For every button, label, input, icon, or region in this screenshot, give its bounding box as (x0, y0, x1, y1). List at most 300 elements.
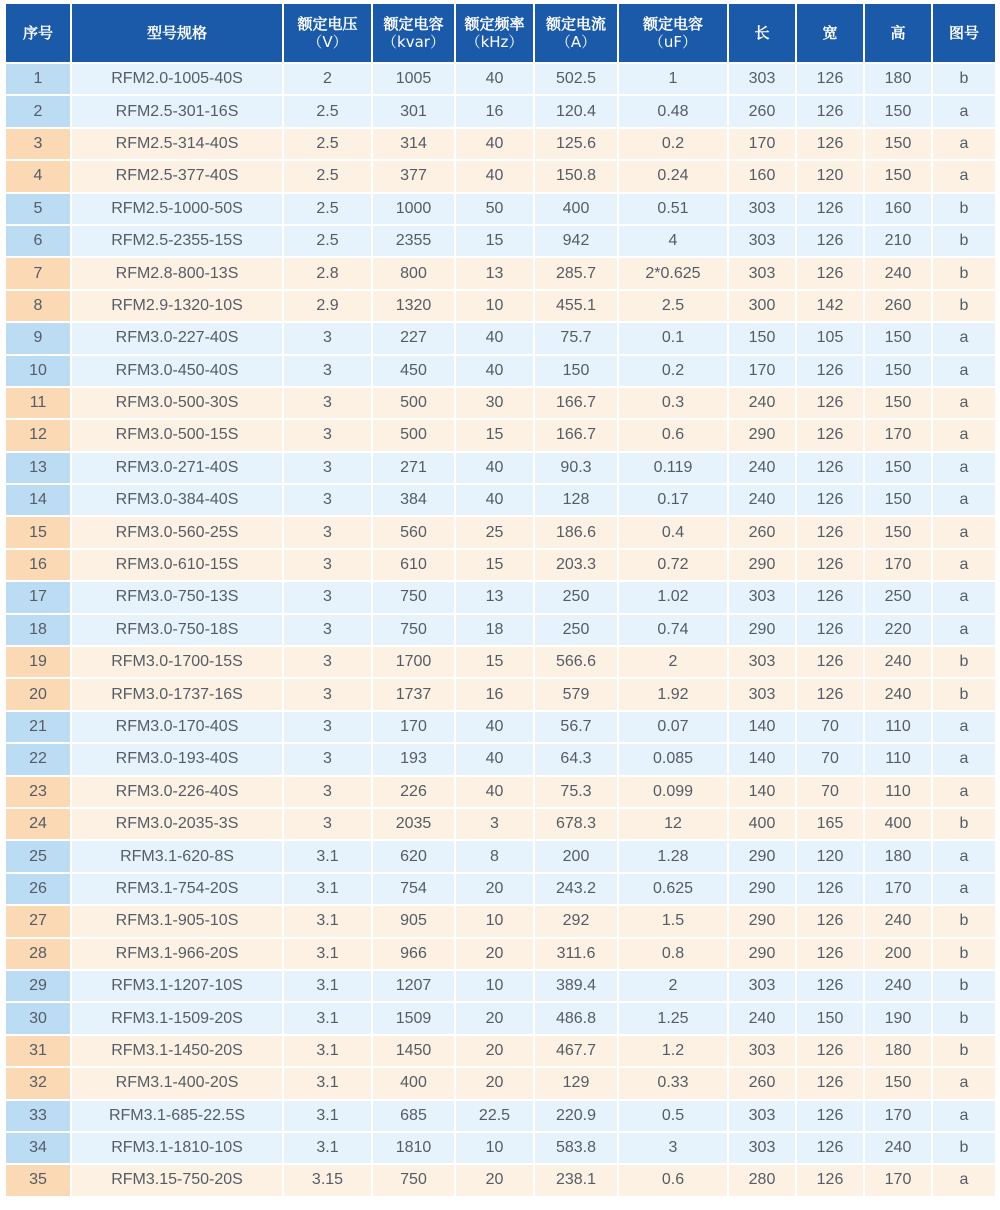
cell-model: RFM3.1-1810-10S (72, 1133, 282, 1165)
cell-model: RFM2.9-1320-10S (72, 291, 282, 323)
table-row (6, 1068, 995, 1100)
cell-model: RFM3.0-1737-16S (72, 679, 282, 711)
cell-model: RFM3.1-1450-20S (72, 1036, 282, 1068)
cell-capacitance: 2 (619, 647, 727, 679)
cell-length: 140 (729, 777, 795, 809)
cell-height: 150 (865, 323, 931, 355)
cell-length: 290 (729, 615, 795, 647)
cell-figure: b (933, 647, 995, 679)
cell-length: 170 (729, 129, 795, 161)
cell-height: 150 (865, 129, 931, 161)
cell-figure: a (933, 485, 995, 517)
cell-model: RFM3.0-1700-15S (72, 647, 282, 679)
cell-capacity: 1005 (373, 64, 454, 96)
cell-model: RFM3.15-750-20S (72, 1165, 282, 1197)
cell-length: 290 (729, 906, 795, 938)
table-row (6, 96, 995, 128)
cell-capacitance: 0.24 (619, 161, 727, 193)
cell-capacitance: 2 (619, 971, 727, 1003)
cell-length: 260 (729, 517, 795, 549)
cell-voltage: 3.1 (284, 1036, 371, 1068)
cell-capacity: 750 (373, 582, 454, 614)
cell-height: 250 (865, 582, 931, 614)
cell-length: 303 (729, 226, 795, 258)
cell-length: 303 (729, 194, 795, 226)
table-row (6, 712, 995, 744)
cell-current: 129 (535, 1068, 617, 1100)
cell-frequency: 30 (456, 388, 533, 420)
cell-capacity: 560 (373, 517, 454, 549)
cell-voltage: 3 (284, 356, 371, 388)
cell-model: RFM3.0-750-18S (72, 615, 282, 647)
table-row (6, 420, 995, 452)
cell-length: 400 (729, 809, 795, 841)
cell-frequency: 8 (456, 841, 533, 873)
cell-model: RFM3.1-966-20S (72, 939, 282, 971)
cell-height: 240 (865, 647, 931, 679)
cell-capacitance: 0.1 (619, 323, 727, 355)
header-model: 型号规格 (72, 4, 282, 64)
cell-current: 75.3 (535, 777, 617, 809)
cell-capacity: 500 (373, 420, 454, 452)
cell-width: 70 (797, 744, 863, 776)
table-header-row (6, 4, 995, 64)
cell-no: 28 (6, 939, 70, 971)
table-row (6, 582, 995, 614)
cell-voltage: 2.5 (284, 96, 371, 128)
cell-capacitance: 0.4 (619, 517, 727, 549)
cell-width: 126 (797, 64, 863, 96)
cell-figure: b (933, 194, 995, 226)
cell-current: 243.2 (535, 874, 617, 906)
cell-current: 166.7 (535, 420, 617, 452)
cell-current: 75.7 (535, 323, 617, 355)
cell-no: 31 (6, 1036, 70, 1068)
cell-no: 35 (6, 1165, 70, 1197)
cell-frequency: 20 (456, 874, 533, 906)
cell-figure: a (933, 420, 995, 452)
cell-height: 180 (865, 64, 931, 96)
cell-frequency: 40 (456, 712, 533, 744)
cell-capacitance: 1.2 (619, 1036, 727, 1068)
cell-height: 150 (865, 161, 931, 193)
cell-frequency: 20 (456, 1003, 533, 1035)
cell-width: 126 (797, 971, 863, 1003)
cell-width: 126 (797, 129, 863, 161)
cell-capacitance: 1.25 (619, 1003, 727, 1035)
table-row (6, 550, 995, 582)
cell-no: 24 (6, 809, 70, 841)
cell-voltage: 3 (284, 712, 371, 744)
cell-no: 33 (6, 1101, 70, 1133)
cell-capacitance: 0.6 (619, 420, 727, 452)
cell-no: 17 (6, 582, 70, 614)
cell-width: 126 (797, 1036, 863, 1068)
cell-model: RFM3.1-754-20S (72, 874, 282, 906)
cell-model: RFM3.0-384-40S (72, 485, 282, 517)
cell-frequency: 15 (456, 550, 533, 582)
cell-current: 150.8 (535, 161, 617, 193)
cell-current: 678.3 (535, 809, 617, 841)
cell-capacity: 226 (373, 777, 454, 809)
cell-length: 140 (729, 744, 795, 776)
cell-frequency: 16 (456, 96, 533, 128)
header-length: 长 (729, 4, 795, 64)
cell-width: 126 (797, 517, 863, 549)
cell-model: RFM3.1-685-22.5S (72, 1101, 282, 1133)
cell-figure: b (933, 906, 995, 938)
cell-height: 240 (865, 258, 931, 290)
cell-no: 4 (6, 161, 70, 193)
cell-height: 170 (865, 1101, 931, 1133)
cell-capacity: 1320 (373, 291, 454, 323)
cell-no: 16 (6, 550, 70, 582)
header-current-unit: （A） (555, 33, 597, 51)
cell-voltage: 2.5 (284, 194, 371, 226)
cell-no: 12 (6, 420, 70, 452)
cell-frequency: 22.5 (456, 1101, 533, 1133)
table-row (6, 323, 995, 355)
cell-width: 126 (797, 647, 863, 679)
cell-height: 150 (865, 453, 931, 485)
cell-voltage: 3 (284, 517, 371, 549)
cell-frequency: 50 (456, 194, 533, 226)
cell-model: RFM2.5-1000-50S (72, 194, 282, 226)
cell-current: 150 (535, 356, 617, 388)
cell-no: 21 (6, 712, 70, 744)
cell-width: 126 (797, 226, 863, 258)
cell-current: 125.6 (535, 129, 617, 161)
cell-width: 126 (797, 939, 863, 971)
cell-capacity: 450 (373, 356, 454, 388)
cell-no: 13 (6, 453, 70, 485)
cell-figure: b (933, 1003, 995, 1035)
cell-capacitance: 0.2 (619, 356, 727, 388)
cell-capacity: 1207 (373, 971, 454, 1003)
cell-height: 110 (865, 744, 931, 776)
cell-frequency: 13 (456, 258, 533, 290)
cell-voltage: 2.8 (284, 258, 371, 290)
cell-height: 110 (865, 777, 931, 809)
cell-width: 126 (797, 615, 863, 647)
cell-capacity: 2035 (373, 809, 454, 841)
cell-frequency: 40 (456, 485, 533, 517)
table-row (6, 356, 995, 388)
cell-capacitance: 0.48 (619, 96, 727, 128)
cell-frequency: 18 (456, 615, 533, 647)
cell-length: 300 (729, 291, 795, 323)
cell-capacity: 384 (373, 485, 454, 517)
cell-capacitance: 2.5 (619, 291, 727, 323)
table-row (6, 679, 995, 711)
cell-model: RFM3.0-226-40S (72, 777, 282, 809)
cell-length: 290 (729, 874, 795, 906)
table-row (6, 906, 995, 938)
cell-capacitance: 4 (619, 226, 727, 258)
cell-figure: a (933, 453, 995, 485)
cell-capacitance: 0.33 (619, 1068, 727, 1100)
cell-width: 126 (797, 906, 863, 938)
header-current: 额定电流 （A） (535, 4, 617, 64)
cell-voltage: 2.5 (284, 129, 371, 161)
cell-capacity: 271 (373, 453, 454, 485)
cell-height: 190 (865, 1003, 931, 1035)
cell-length: 240 (729, 388, 795, 420)
cell-length: 303 (729, 64, 795, 96)
cell-capacitance: 0.6 (619, 1165, 727, 1197)
cell-height: 170 (865, 1165, 931, 1197)
cell-length: 260 (729, 1068, 795, 1100)
cell-width: 105 (797, 323, 863, 355)
cell-length: 303 (729, 1036, 795, 1068)
cell-width: 126 (797, 388, 863, 420)
table-row (6, 64, 995, 96)
cell-current: 64.3 (535, 744, 617, 776)
cell-figure: a (933, 615, 995, 647)
cell-length: 303 (729, 1133, 795, 1165)
cell-no: 15 (6, 517, 70, 549)
cell-capacity: 193 (373, 744, 454, 776)
cell-capacity: 750 (373, 615, 454, 647)
cell-capacitance: 0.3 (619, 388, 727, 420)
cell-current: 292 (535, 906, 617, 938)
cell-no: 1 (6, 64, 70, 96)
cell-frequency: 15 (456, 420, 533, 452)
cell-voltage: 3 (284, 388, 371, 420)
cell-frequency: 40 (456, 777, 533, 809)
cell-width: 120 (797, 161, 863, 193)
cell-voltage: 2.5 (284, 226, 371, 258)
cell-current: 583.8 (535, 1133, 617, 1165)
cell-width: 126 (797, 1165, 863, 1197)
cell-capacitance: 0.2 (619, 129, 727, 161)
header-capacity-unit: （kvar） (382, 33, 445, 51)
cell-voltage: 3 (284, 323, 371, 355)
table-row (6, 258, 995, 290)
header-capacitance: 额定电容 （uF） (619, 4, 727, 64)
cell-frequency: 13 (456, 582, 533, 614)
cell-voltage: 3 (284, 550, 371, 582)
cell-length: 260 (729, 96, 795, 128)
cell-capacity: 301 (373, 96, 454, 128)
cell-frequency: 20 (456, 939, 533, 971)
cell-no: 7 (6, 258, 70, 290)
cell-capacity: 500 (373, 388, 454, 420)
cell-capacitance: 0.17 (619, 485, 727, 517)
cell-capacity: 227 (373, 323, 454, 355)
cell-voltage: 3.1 (284, 1003, 371, 1035)
cell-frequency: 25 (456, 517, 533, 549)
cell-model: RFM3.1-620-8S (72, 841, 282, 873)
cell-height: 180 (865, 1036, 931, 1068)
cell-width: 126 (797, 874, 863, 906)
cell-frequency: 10 (456, 291, 533, 323)
table-row (6, 161, 995, 193)
cell-length: 303 (729, 258, 795, 290)
cell-width: 126 (797, 1101, 863, 1133)
cell-no: 5 (6, 194, 70, 226)
cell-model: RFM3.1-905-10S (72, 906, 282, 938)
cell-model: RFM3.0-271-40S (72, 453, 282, 485)
cell-capacitance: 2*0.625 (619, 258, 727, 290)
cell-voltage: 3.15 (284, 1165, 371, 1197)
header-no: 序号 (6, 4, 70, 64)
cell-voltage: 3 (284, 809, 371, 841)
header-capacity: 额定电容 （kvar） (373, 4, 454, 64)
header-voltage-unit: （V） (307, 33, 348, 51)
cell-current: 56.7 (535, 712, 617, 744)
table-row (6, 194, 995, 226)
cell-figure: a (933, 744, 995, 776)
cell-figure: a (933, 550, 995, 582)
header-figure: 图号 (933, 4, 995, 64)
cell-capacity: 610 (373, 550, 454, 582)
cell-length: 303 (729, 1101, 795, 1133)
cell-length: 290 (729, 420, 795, 452)
table-row (6, 647, 995, 679)
cell-height: 170 (865, 874, 931, 906)
cell-no: 6 (6, 226, 70, 258)
cell-current: 186.6 (535, 517, 617, 549)
cell-width: 126 (797, 679, 863, 711)
cell-capacity: 1810 (373, 1133, 454, 1165)
cell-voltage: 3 (284, 647, 371, 679)
cell-capacitance: 1.02 (619, 582, 727, 614)
cell-frequency: 10 (456, 1133, 533, 1165)
cell-figure: a (933, 356, 995, 388)
cell-voltage: 3.1 (284, 939, 371, 971)
cell-current: 455.1 (535, 291, 617, 323)
cell-figure: a (933, 777, 995, 809)
cell-height: 150 (865, 1068, 931, 1100)
cell-frequency: 40 (456, 323, 533, 355)
cell-model: RFM3.0-450-40S (72, 356, 282, 388)
cell-figure: a (933, 388, 995, 420)
cell-height: 210 (865, 226, 931, 258)
table-row (6, 1133, 995, 1165)
cell-model: RFM3.0-610-15S (72, 550, 282, 582)
cell-no: 30 (6, 1003, 70, 1035)
cell-frequency: 16 (456, 679, 533, 711)
cell-length: 303 (729, 971, 795, 1003)
cell-no: 3 (6, 129, 70, 161)
cell-capacity: 1700 (373, 647, 454, 679)
table-body (6, 64, 995, 1198)
cell-capacitance: 1 (619, 64, 727, 96)
cell-height: 400 (865, 809, 931, 841)
cell-frequency: 10 (456, 971, 533, 1003)
cell-capacity: 685 (373, 1101, 454, 1133)
cell-frequency: 15 (456, 226, 533, 258)
cell-width: 126 (797, 420, 863, 452)
cell-width: 126 (797, 194, 863, 226)
cell-current: 250 (535, 615, 617, 647)
cell-height: 150 (865, 356, 931, 388)
cell-voltage: 3.1 (284, 1133, 371, 1165)
cell-height: 170 (865, 550, 931, 582)
cell-figure: a (933, 96, 995, 128)
cell-no: 23 (6, 777, 70, 809)
cell-current: 220.9 (535, 1101, 617, 1133)
cell-voltage: 3.1 (284, 1068, 371, 1100)
cell-no: 29 (6, 971, 70, 1003)
table-row (6, 939, 995, 971)
cell-no: 20 (6, 679, 70, 711)
cell-length: 303 (729, 582, 795, 614)
table-row (6, 517, 995, 549)
cell-model: RFM3.0-500-15S (72, 420, 282, 452)
cell-figure: a (933, 874, 995, 906)
cell-capacitance: 0.5 (619, 1101, 727, 1133)
cell-capacity: 400 (373, 1068, 454, 1100)
cell-current: 486.8 (535, 1003, 617, 1035)
cell-current: 311.6 (535, 939, 617, 971)
cell-height: 220 (865, 615, 931, 647)
cell-length: 140 (729, 712, 795, 744)
cell-current: 128 (535, 485, 617, 517)
cell-voltage: 3 (284, 453, 371, 485)
cell-voltage: 2.9 (284, 291, 371, 323)
cell-figure: a (933, 517, 995, 549)
cell-height: 170 (865, 420, 931, 452)
cell-model: RFM3.0-170-40S (72, 712, 282, 744)
cell-height: 180 (865, 841, 931, 873)
cell-current: 400 (535, 194, 617, 226)
cell-capacity: 1450 (373, 1036, 454, 1068)
cell-model: RFM3.0-500-30S (72, 388, 282, 420)
header-width: 宽 (797, 4, 863, 64)
cell-height: 150 (865, 388, 931, 420)
cell-current: 467.7 (535, 1036, 617, 1068)
cell-voltage: 3.1 (284, 874, 371, 906)
cell-length: 170 (729, 356, 795, 388)
cell-model: RFM2.5-301-16S (72, 96, 282, 128)
table-row (6, 971, 995, 1003)
cell-capacitance: 0.51 (619, 194, 727, 226)
cell-capacitance: 0.099 (619, 777, 727, 809)
table-row (6, 1101, 995, 1133)
cell-capacity: 377 (373, 161, 454, 193)
cell-no: 22 (6, 744, 70, 776)
cell-capacitance: 0.119 (619, 453, 727, 485)
cell-frequency: 40 (456, 161, 533, 193)
cell-figure: a (933, 1101, 995, 1133)
cell-capacity: 1000 (373, 194, 454, 226)
cell-voltage: 2 (284, 64, 371, 96)
cell-capacity: 1509 (373, 1003, 454, 1035)
cell-capacitance: 1.28 (619, 841, 727, 873)
cell-figure: a (933, 841, 995, 873)
cell-model: RFM2.5-377-40S (72, 161, 282, 193)
header-height: 高 (865, 4, 931, 64)
cell-no: 26 (6, 874, 70, 906)
cell-capacitance: 12 (619, 809, 727, 841)
cell-current: 203.3 (535, 550, 617, 582)
cell-no: 32 (6, 1068, 70, 1100)
cell-model: RFM3.0-750-13S (72, 582, 282, 614)
cell-figure: b (933, 679, 995, 711)
cell-capacitance: 0.625 (619, 874, 727, 906)
cell-width: 126 (797, 453, 863, 485)
cell-current: 120.4 (535, 96, 617, 128)
table-row (6, 291, 995, 323)
cell-model: RFM2.8-800-13S (72, 258, 282, 290)
cell-no: 18 (6, 615, 70, 647)
cell-figure: a (933, 129, 995, 161)
cell-figure: a (933, 161, 995, 193)
cell-length: 303 (729, 647, 795, 679)
cell-model: RFM2.5-2355-15S (72, 226, 282, 258)
